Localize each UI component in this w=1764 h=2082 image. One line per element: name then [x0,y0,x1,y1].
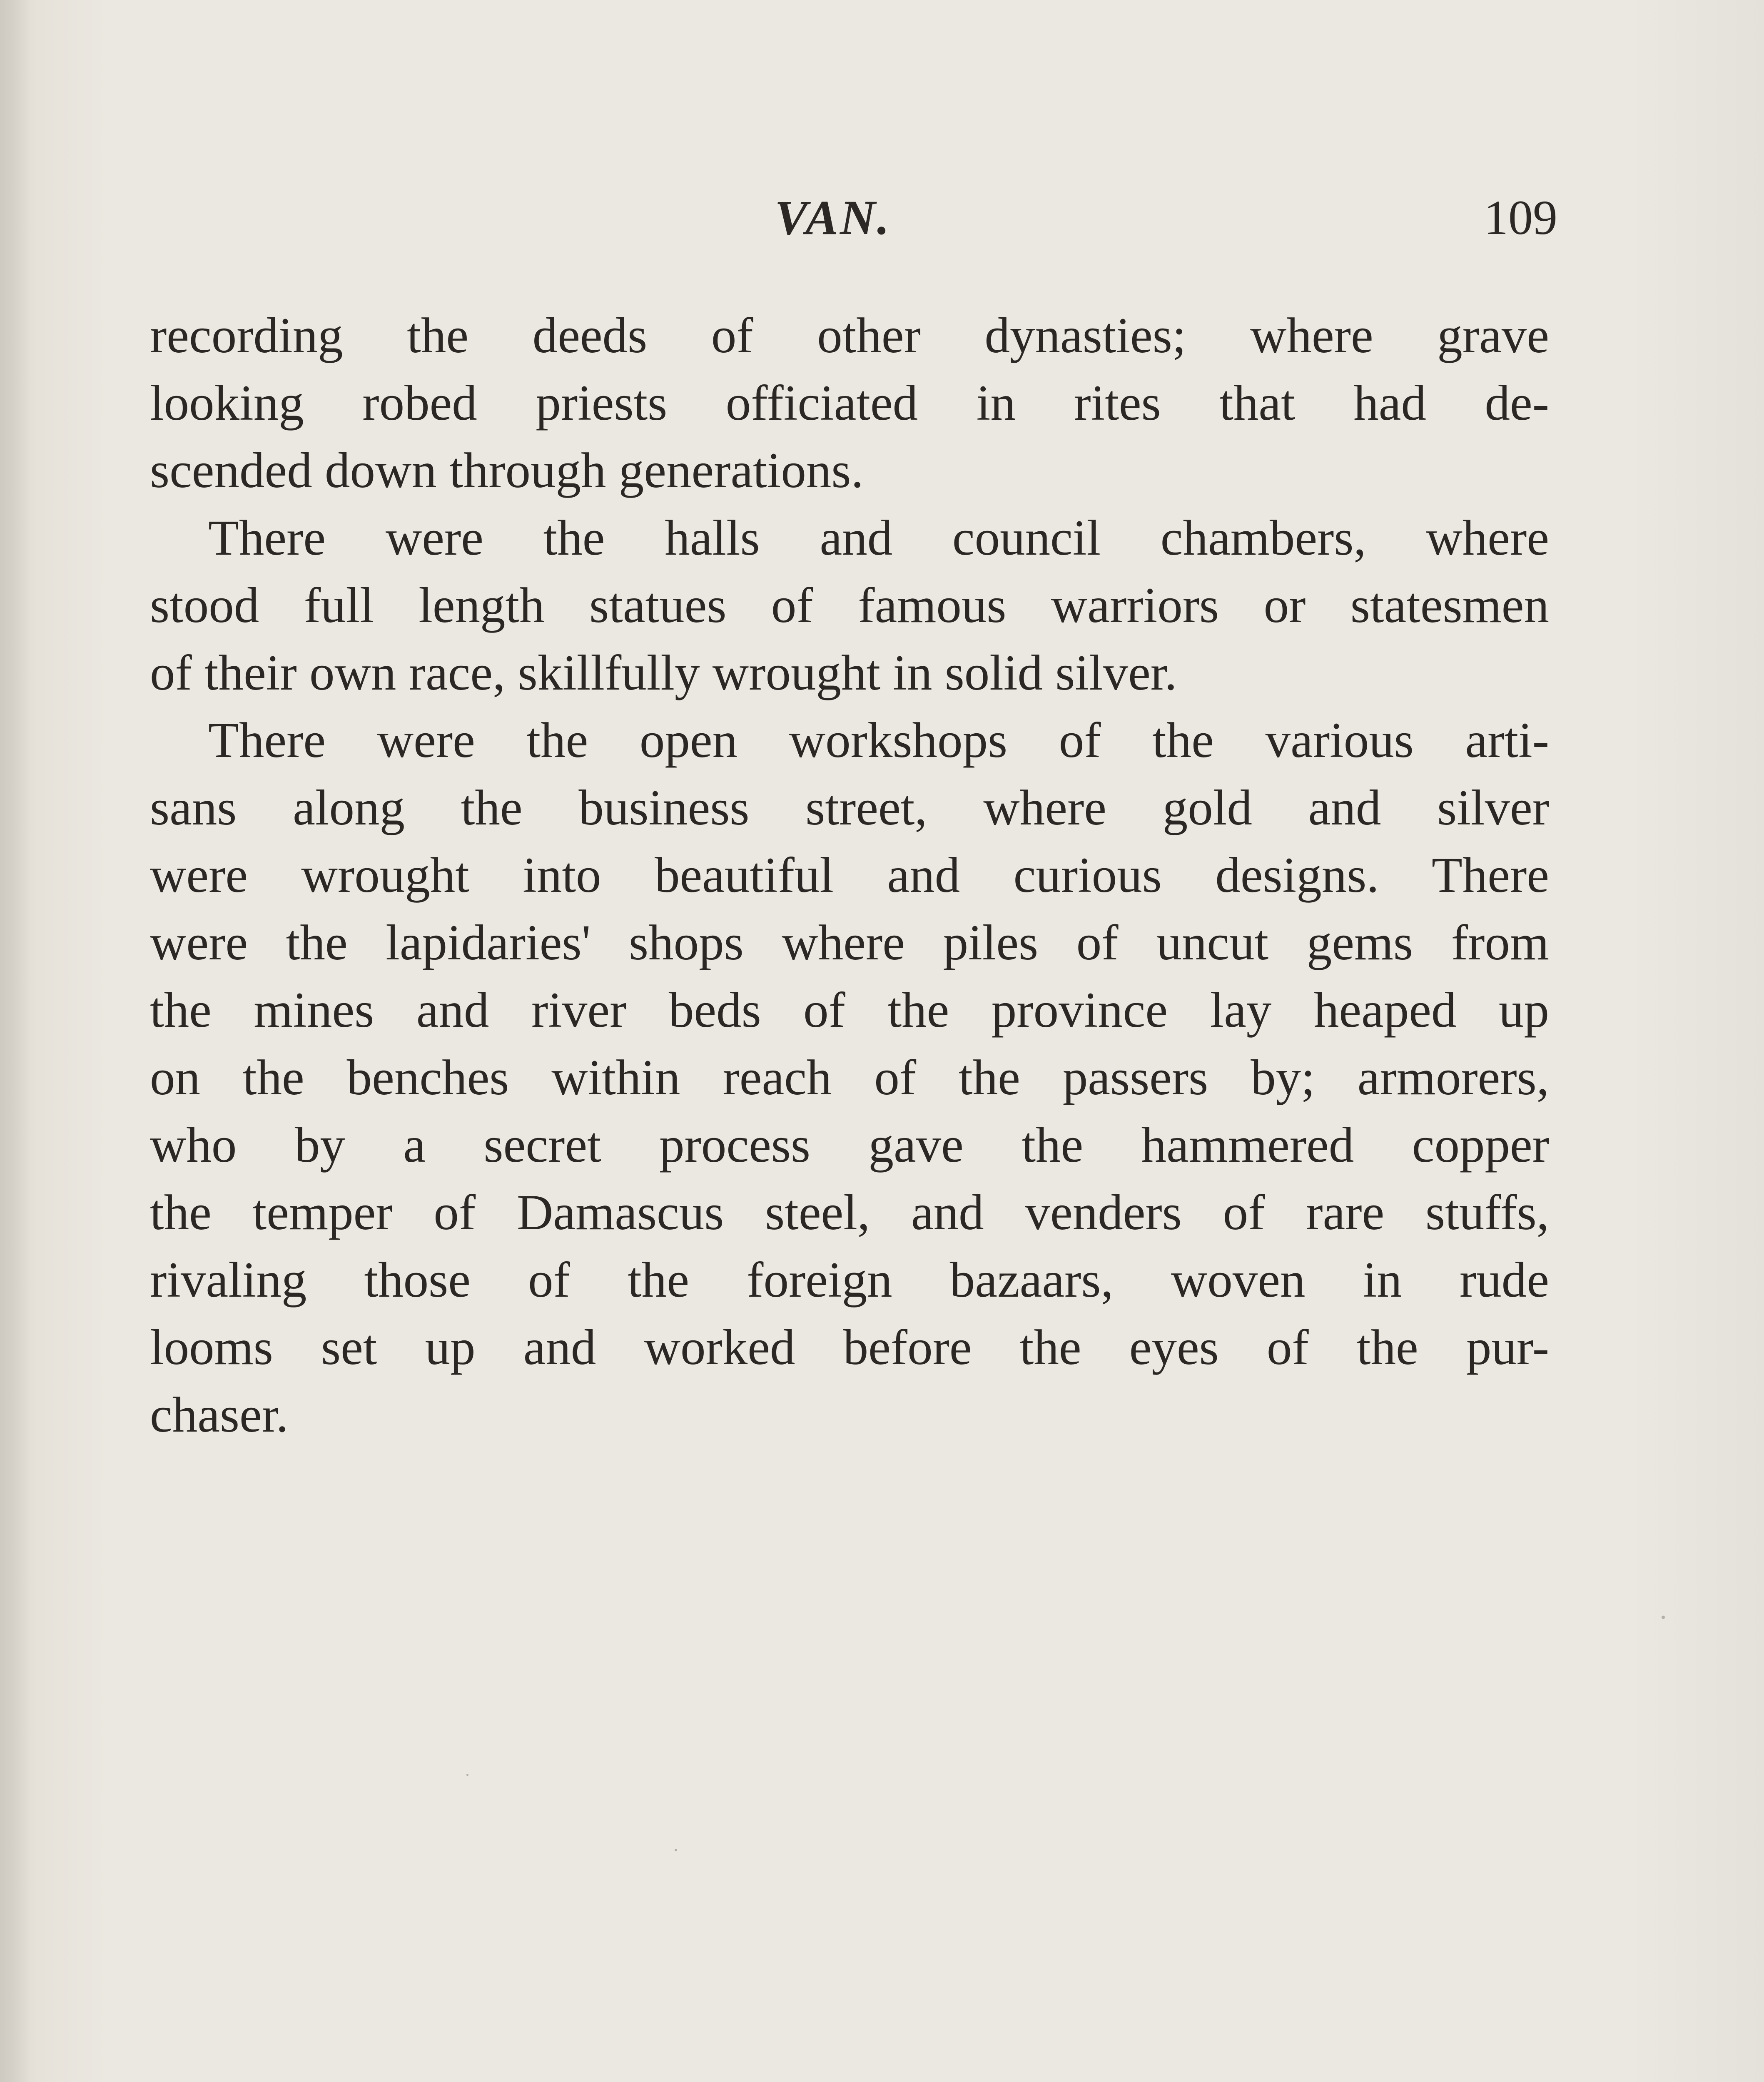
text-line: were the lapidaries' shops where piles of uncut gems from [150,915,1549,971]
paper-speck [675,1849,677,1851]
spine-shadow [0,0,29,2082]
text-line: There were the halls and council chambers, where [208,510,1549,566]
text-line: of their own race, skillfully wrought in solid silver. [150,645,1177,701]
text-line: There were the open workshops of the various arti- [208,712,1549,768]
text-line: sans along the business street, where gold and silver [150,780,1549,836]
text-line: on the benches within reach of the passers by; armorers, [150,1050,1549,1106]
running-head: VAN. [775,190,891,245]
text-line: who by a secret process gave the hammered copper [150,1117,1549,1173]
paper-speck [1662,1616,1665,1619]
text-line: chaser. [150,1387,289,1443]
text-line: recording the deeds of other dynasties; where grave [150,308,1549,364]
text-line: stood full length statues of famous warriors or statesmen [150,578,1549,633]
body-text [150,302,1549,1449]
page-number: 109 [1484,190,1557,245]
text-line: the mines and river beds of the province lay heaped up [150,982,1549,1038]
text-line: rivaling those of the foreign bazaars, woven in rude [150,1252,1549,1308]
text-line: were wrought into beautiful and curious designs. There [150,847,1549,903]
text-line: scended down through generations. [150,443,864,498]
text-line: the temper of Damascus steel, and venders of rare stuffs, [150,1185,1549,1240]
text-line: looking robed priests officiated in rites that had de- [150,375,1549,431]
paper-speck [466,1774,468,1776]
text-line: looms set up and worked before the eyes of the pur- [150,1320,1549,1375]
